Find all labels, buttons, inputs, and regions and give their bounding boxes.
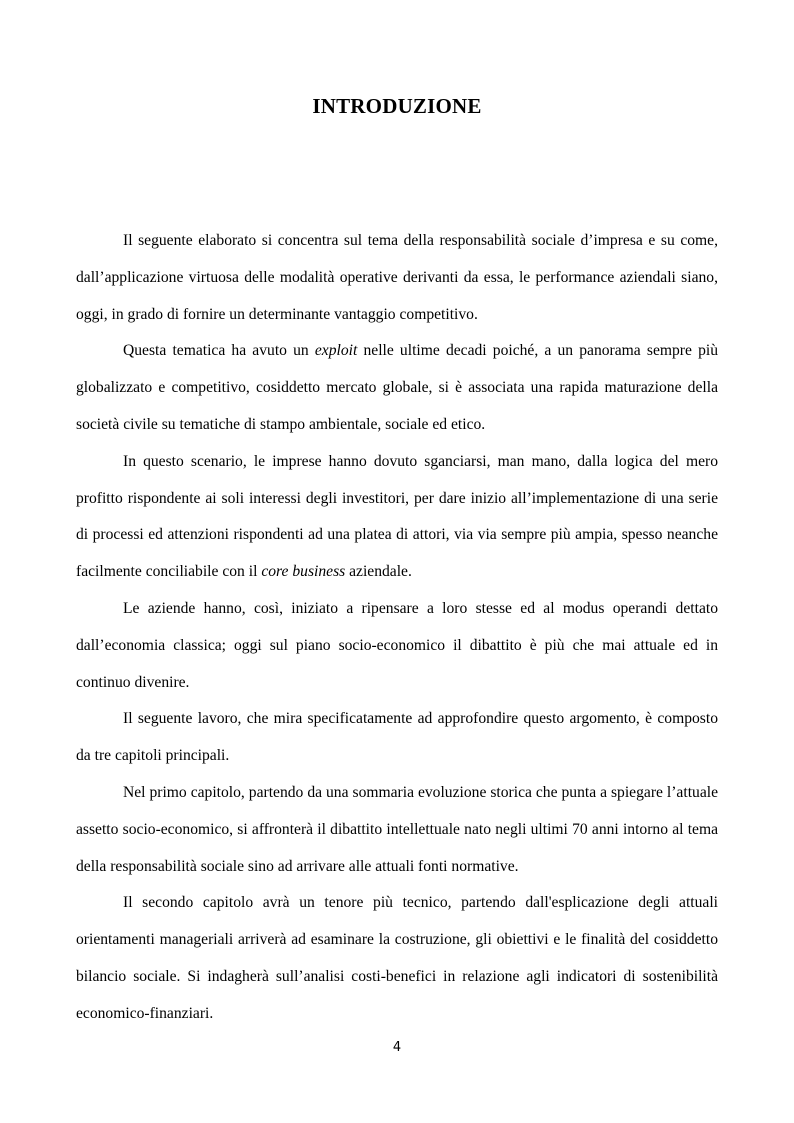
body-text — [76, 223, 718, 1033]
paragraph-text: Nel primo capitolo, partendo da una sommaria evoluzione storica che punta a spiegare l’attuale assetto socio-economico, si affronterà il dibattito intellettuale nato negli ultimi 70 anni intorno al tema della responsabilità sociale sino ad arrivare alle attuali fonti normative. — [76, 783, 718, 875]
paragraph-7 — [76, 885, 718, 1032]
paragraph-2 — [76, 333, 718, 443]
italic-term: core business — [261, 563, 346, 581]
paragraph-text: In questo scenario, le imprese hanno dovuto sganciarsi, man mano, dalla logica del mero profitto rispondente ai soli interessi degli investitori, per dare inizio all’implementazione di una serie di processi ed attenzioni rispondenti ad una platea di attori, via via sempre più ampia, spesso neanche facilmente conciliabile con il — [76, 452, 718, 581]
paragraph-text: Il secondo capitolo avrà un tenore più tecnico, partendo dall'esplicazione degli attuali orientamenti manageriali arriverà ad esaminare la costruzione, gli obiettivi e le finalità del cosiddetto bilancio sociale. Si indagherà sull’analisi costi-benefici in relazione agli indicatori di sostenibilità economico-finanziari. — [76, 894, 718, 1022]
paragraph-text: Questa tematica ha avuto un — [123, 342, 315, 360]
paragraph-6 — [76, 775, 718, 885]
paragraph-text: nelle ultime decadi poiché, a un panorama sempre più globalizzato e competitivo, cosiddetto mercato globale, si è associata una rapida maturazione della società civile su tematiche di stampo ambientale, sociale ed etico. — [76, 342, 718, 433]
paragraph-1 — [76, 223, 718, 333]
page-title: INTRODUZIONE — [312, 94, 482, 118]
paragraph-text: Il seguente elaborato si concentra sul tema della responsabilità sociale d’impresa e su come, dall’applicazione virtuosa delle modalità operative derivanti da essa, le performance aziendali siano, oggi, in grado di fornire un determinante vantaggio competitivo. — [76, 232, 718, 323]
page-number: 4 — [392, 1040, 402, 1055]
paragraph-4 — [76, 591, 718, 701]
paragraph-3 — [76, 444, 718, 591]
paragraph-text: aziendale. — [345, 563, 412, 581]
paragraph-text: Le aziende hanno, così, iniziato a ripensare a loro stesse ed al modus operandi dettato dall’economia classica; oggi sul piano socio-economico il dibattito è più che mai attuale ed in continuo divenire. — [76, 599, 718, 691]
italic-term: exploit — [314, 342, 358, 360]
paragraph-text: Il seguente lavoro, che mira specificatamente ad approfondire questo argomento, è composto da tre capitoli principali. — [76, 710, 718, 765]
paragraph-5 — [76, 701, 718, 775]
